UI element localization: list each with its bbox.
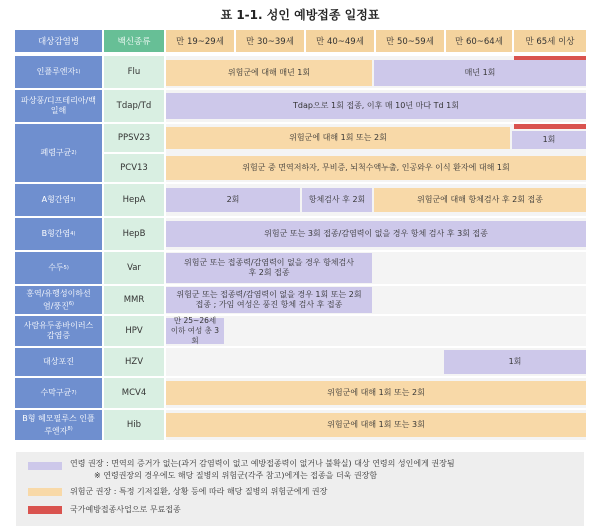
disease-pneumococcal: 폐렴구균 2) <box>15 124 102 182</box>
schedule-bar-hpv: 만 25~26세 이하 여성 총 3회 <box>166 318 224 344</box>
disease-influenza: 인플루엔자 1) <box>15 56 102 88</box>
header-age-65-plus: 만 65세 이상 <box>514 30 586 52</box>
header-age-60-64: 만 60~64세 <box>446 30 512 52</box>
legend-note-age: ※ 연령권장의 경우에도 해당 질병의 위험군(각주 참고)에게는 접종을 더욱 권장함 <box>94 471 378 480</box>
schedule-bar-ppsv23-risk: 위험군에 대해 1회 또는 2회 <box>166 127 510 149</box>
disease-hpv: 사람유두종바이러스 감염증 <box>15 316 102 346</box>
vaccine-ppsv23: PPSV23 <box>104 124 164 152</box>
vaccine-hzv: HZV <box>104 348 164 376</box>
schedule-bar-hepa-antibody: 항체검사 후 2회 <box>302 188 372 212</box>
schedule-bar-hib: 위험군에 대해 1회 또는 3회 <box>166 413 586 437</box>
vaccine-pcv13: PCV13 <box>104 154 164 182</box>
vaccine-var: Var <box>104 252 164 284</box>
legend-text-free: 국가예방접종사업으로 무료접종 <box>70 505 181 514</box>
vaccine-flu: Flu <box>104 56 164 88</box>
free-vaccination-marker-ppsv23 <box>514 124 586 129</box>
legend-text-age: 연령 권장 : 면역의 증거가 없는(과거 감염력이 없고 예방접종력이 없거나 불확실) 대상 연령의 성인에게 권장됨 <box>70 459 455 468</box>
header-age-19-29: 만 19~29세 <box>166 30 234 52</box>
schedule-bar-hzv: 1회 <box>444 350 586 374</box>
schedule-bar-mmr: 위험군 또는 접종력/감염력이 없을 경우 1회 또는 2회 접종 ; 가임 여성은 풍진 항체 검사 후 접종 <box>166 287 372 313</box>
header-age-50-59: 만 50~59세 <box>376 30 444 52</box>
schedule-bar-tdap: Tdap으로 1회 접종, 이후 매 10년 마다 Td 1회 <box>166 93 586 119</box>
disease-hepatitis-a: A형간염 3) <box>15 184 102 216</box>
disease-hib: B형 헤모필루스 인플루엔자$^{8)}$ <box>15 410 102 440</box>
schedule-bar-var: 위험군 또는 접종력/감염력이 없을 경우 항체검사 후 2회 접종 <box>166 253 372 283</box>
vaccine-tdap: Tdap/Td <box>104 90 164 122</box>
schedule-bar-flu-age: 매년 1회 <box>374 60 586 86</box>
vaccine-hepb: HepB <box>104 218 164 250</box>
disease-mmr: 홍역/유행성이하선염/풍진$^{6)}$ <box>15 286 102 314</box>
vaccine-mmr: MMR <box>104 286 164 314</box>
header-disease: 대상감염병 <box>15 30 102 52</box>
schedule-bar-ppsv23-age: 1회 <box>512 131 586 149</box>
disease-herpes-zoster: 대상포진 <box>15 348 102 376</box>
vaccine-hpv: HPV <box>104 316 164 346</box>
header-age-30-39: 만 30~39세 <box>236 30 304 52</box>
legend-swatch-age <box>28 462 62 470</box>
header-vaccine: 백신종류 <box>104 30 164 52</box>
disease-meningococcal: 수막구균 7) <box>15 378 102 408</box>
disease-tdap: 파상풍/디프테리아/백일해 <box>15 90 102 122</box>
schedule-bar-hepa-age: 2회 <box>166 188 300 212</box>
schedule-bar-hepa-risk: 위험군에 대해 항체검사 후 2회 접종 <box>374 188 586 212</box>
disease-hepatitis-b: B형간염 4) <box>15 218 102 250</box>
schedule-bar-flu-risk: 위험군에 대해 매년 1회 <box>166 60 372 86</box>
legend-text-risk: 위험군 권장 : 특정 기저질환, 상황 등에 따라 해당 질병의 위험군에게 권장 <box>70 487 328 496</box>
vaccine-hib: Hib <box>104 410 164 440</box>
vaccine-hepa: HepA <box>104 184 164 216</box>
schedule-bar-mcv4: 위험군에 대해 1회 또는 2회 <box>166 381 586 405</box>
legend-swatch-risk <box>28 488 62 496</box>
disease-varicella: 수두 5) <box>15 252 102 284</box>
schedule-bar-hepb: 위험군 또는 3회 접종/감염력이 없을 경우 항체 검사 후 3회 접종 <box>166 221 586 247</box>
header-age-40-49: 만 40~49세 <box>306 30 374 52</box>
schedule-bar-pcv13: 위험군 중 면역저하자, 무비증, 뇌척수액누출, 인공와우 이식 환자에 대해 1회 <box>166 156 586 180</box>
legend-swatch-free <box>28 506 62 514</box>
vaccine-mcv4: MCV4 <box>104 378 164 408</box>
page-title: 표 1-1. 성인 예방접종 일정표 <box>220 8 380 22</box>
